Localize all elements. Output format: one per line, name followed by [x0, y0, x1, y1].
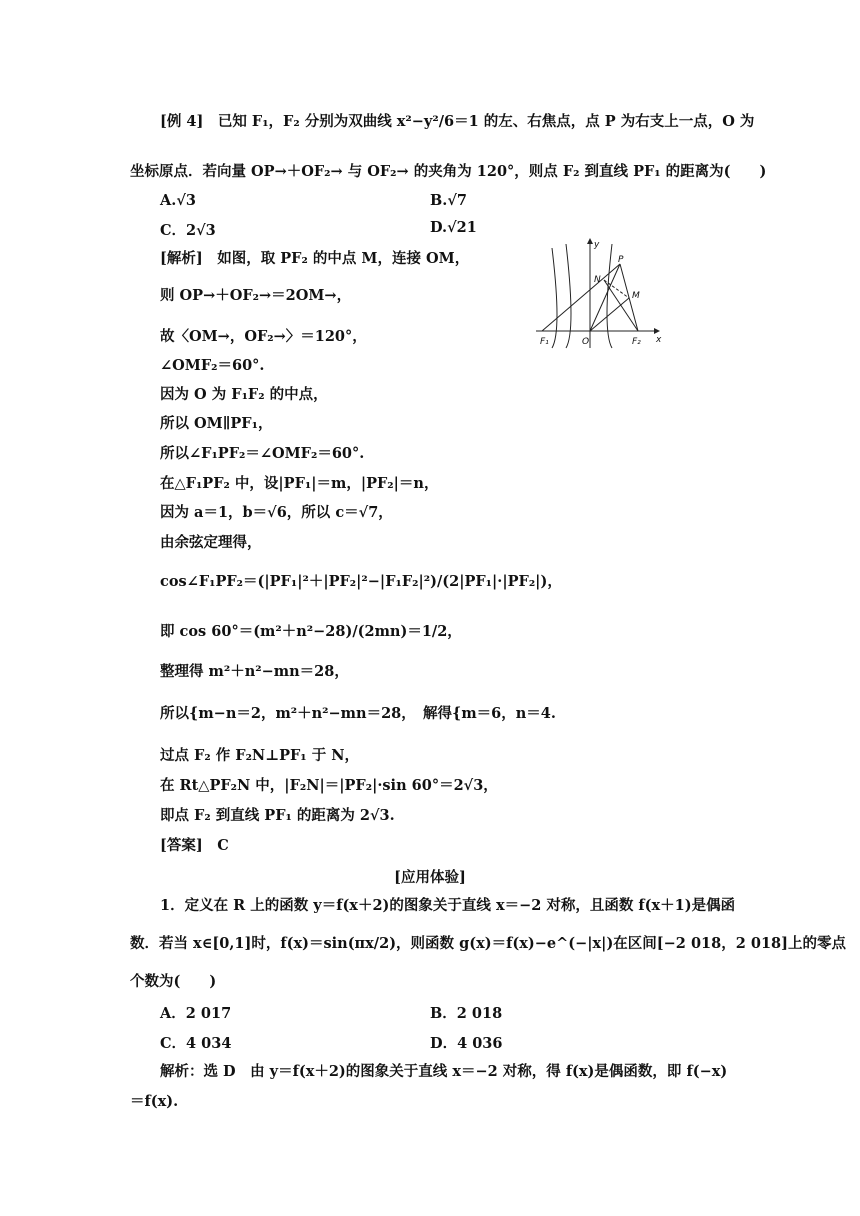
- solution-line-16: 在 Rt△PF₂N 中，|F₂N|＝|PF₂|·sin 60°＝2√3，: [160, 777, 498, 794]
- option-c: [160, 219, 216, 240]
- left-branch: [566, 244, 571, 348]
- example-line-1: [例 4] 已知 F₁，F₂ 分别为双曲线 x²−y²/6＝1 的左、右焦点，点 P 为右支上一点，O 为: [160, 113, 755, 130]
- option-a-value: √3: [176, 192, 196, 209]
- label-y: y: [594, 240, 600, 250]
- solution-line-14: 所以{m−n＝2，m²＋n²−mn＝28， 解得{m＝6，n＝4.: [160, 705, 556, 722]
- solution-line-11: cos∠F₁PF₂＝(|PF₁|²＋|PF₂|²−|F₁F₂|²)/(2|PF₁|·|PF₂|)，: [160, 573, 562, 590]
- label-o: O: [582, 337, 590, 347]
- hyperbola-figure: [532, 238, 666, 350]
- right-branch: [607, 244, 612, 348]
- option-a-label: A.: [160, 192, 177, 209]
- line-om: [590, 298, 629, 331]
- option-d: [430, 219, 477, 236]
- practice-heading: [应用体验]: [394, 869, 466, 886]
- line-f2n: [604, 280, 638, 331]
- q1-option-b: [430, 1002, 502, 1023]
- question-1-line-2: 数．若当 x∈[0,1]时，f(x)＝sin(πx/2)，则函数 g(x)＝f(x)−e^(−|x|)在区间[−2 018，2 018]上的零点: [130, 935, 846, 952]
- solution-line-4: ∠OMF₂＝60°.: [160, 357, 265, 374]
- q1-option-b-label: B．: [430, 1005, 457, 1022]
- option-c-label: C．: [160, 222, 187, 239]
- label-m: M: [632, 291, 640, 301]
- label-n: N: [594, 275, 601, 285]
- line-pf1: [542, 264, 620, 331]
- label-f2: F₂: [632, 337, 641, 347]
- example-line-2: 坐标原点．若向量 OP→＋OF₂→ 与 OF₂→ 的夹角为 120°，则点 F₂ 到直线 PF₁ 的距离为( ): [130, 163, 767, 180]
- q1-option-c: [160, 1032, 231, 1053]
- solution-line-5: 因为 O 为 F₁F₂ 的中点，: [160, 386, 328, 403]
- solution-line-13: 整理得 m²＋n²−mn＝28，: [160, 663, 349, 680]
- question-1-line-3: 个数为( ): [130, 973, 217, 990]
- solution-line-7: 所以∠F₁PF₂＝∠OMF₂＝60°.: [160, 445, 365, 462]
- solution-line-3: 故〈OM→，OF₂→〉＝120°，: [160, 328, 367, 345]
- solution-line-9: 因为 a＝1，b＝√6，所以 c＝√7，: [160, 504, 393, 521]
- solution-line-15: 过点 F₂ 作 F₂N⊥PF₁ 于 N，: [160, 747, 360, 764]
- q1-option-b-value: 2 018: [456, 1005, 503, 1022]
- solution-line-17: 即点 F₂ 到直线 PF₁ 的距离为 2√3.: [160, 807, 395, 824]
- solution-line-8: 在△F₁PF₂ 中，设|PF₁|＝m，|PF₂|＝n，: [160, 475, 439, 492]
- question-1-line-1: 1．定义在 R 上的函数 y＝f(x＋2)的图象关于直线 x＝−2 对称，且函数 f(x＋1)是偶函: [160, 897, 736, 914]
- option-b-label: B.: [430, 192, 448, 209]
- solution-line-12: 即 cos 60°＝(m²＋n²−28)/(2mn)＝1/2，: [160, 623, 462, 640]
- solution-line-6: 所以 OM∥PF₁，: [160, 415, 273, 432]
- label-f1: F₁: [540, 337, 549, 347]
- solution-line-10: 由余弦定理得，: [160, 534, 262, 551]
- q1-option-c-label: C．: [160, 1035, 187, 1052]
- q1-option-d-value: 4 036: [457, 1035, 503, 1052]
- x-arrow: [654, 328, 660, 334]
- option-d-value: √21: [447, 219, 477, 236]
- left-outer-curve: [552, 248, 557, 348]
- option-d-label: D.: [430, 219, 448, 236]
- option-c-value: 2√3: [186, 222, 216, 239]
- solution-line-1: [解析] 如图，取 PF₂ 的中点 M，连接 OM，: [160, 250, 470, 267]
- label-p: P: [618, 255, 624, 265]
- q1-option-a: [160, 1002, 231, 1023]
- analysis-line-1: 解析：选 D 由 y＝f(x＋2)的图象关于直线 x＝−2 对称，得 f(x)是偶函数，即 f(−x): [160, 1063, 728, 1080]
- option-b: [430, 192, 467, 209]
- option-b-value: √7: [447, 192, 467, 209]
- q1-option-d-label: D．: [430, 1035, 458, 1052]
- answer-line: [答案] C: [160, 837, 229, 854]
- label-x: x: [656, 335, 662, 345]
- q1-option-d: [430, 1032, 502, 1053]
- q1-option-a-label: A．: [160, 1005, 186, 1022]
- option-a: [160, 192, 196, 209]
- y-arrow: [587, 238, 593, 244]
- analysis-line-2: ＝f(x).: [130, 1093, 179, 1110]
- q1-option-a-value: 2 017: [185, 1005, 232, 1022]
- q1-option-c-value: 4 034: [186, 1035, 232, 1052]
- solution-line-2: 则 OP→＋OF₂→＝2OM→，: [160, 287, 352, 304]
